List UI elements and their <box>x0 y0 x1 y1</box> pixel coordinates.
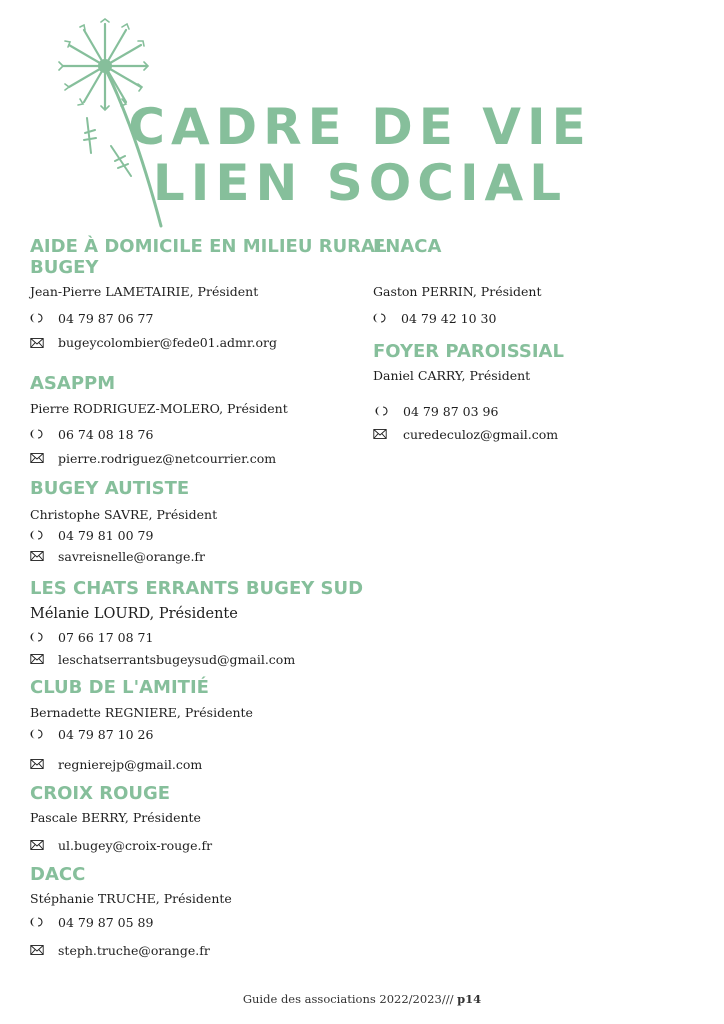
phone-icon <box>30 312 44 324</box>
assoc-name-foyer-paroissial: FOYER PAROISSIAL <box>373 341 564 362</box>
phone-icon <box>373 312 387 324</box>
envelope-icon <box>30 550 44 562</box>
envelope-icon <box>30 653 44 665</box>
assoc-name-bugey-autiste: BUGEY AUTISTE <box>30 478 190 499</box>
phone-icon <box>30 728 44 740</box>
assoc-email: bugeycolombier@fede01.admr.org <box>58 335 277 350</box>
page-title-line1: CADRE DE VIE <box>128 98 592 156</box>
envelope-icon <box>30 758 44 770</box>
assoc-email: curedeculoz@gmail.com <box>403 427 559 442</box>
assoc-email: savreisnelle@orange.fr <box>58 549 206 564</box>
assoc-phone: 04 79 87 10 26 <box>58 727 154 742</box>
assoc-phone: 07 66 17 08 71 <box>58 630 154 645</box>
envelope-icon <box>30 337 44 349</box>
phone-icon <box>30 631 44 643</box>
assoc-phone: 04 79 42 10 30 <box>401 311 497 326</box>
page-title-line2: LIEN SOCIAL <box>152 154 568 212</box>
assoc-name-admr-line1: AIDE À DOMICILE EN MILIEU RURAL <box>30 236 387 257</box>
phone-icon <box>375 405 389 417</box>
assoc-name-chats-errants: LES CHATS ERRANTS BUGEY SUD <box>30 578 364 599</box>
assoc-phone: 04 79 87 06 77 <box>58 311 154 326</box>
assoc-contact: Bernadette REGNIERE, Présidente <box>30 705 253 720</box>
page-footer <box>0 992 724 1006</box>
envelope-icon <box>30 944 44 956</box>
assoc-email: pierre.rodriguez@netcourrier.com <box>58 451 277 466</box>
assoc-email: regnierejp@gmail.com <box>58 757 203 772</box>
assoc-contact: Stéphanie TRUCHE, Présidente <box>30 891 232 906</box>
assoc-contact: Jean-Pierre LAMETAIRIE, Président <box>30 284 259 299</box>
phone-icon <box>30 529 44 541</box>
assoc-name-dacc: DACC <box>30 864 86 885</box>
assoc-email: leschatserrantsbugeysud@gmail.com <box>58 652 296 667</box>
assoc-phone: 06 74 08 18 76 <box>58 427 154 442</box>
assoc-name-croix-rouge: CROIX ROUGE <box>30 783 171 804</box>
envelope-icon <box>30 839 44 851</box>
assoc-contact: Gaston PERRIN, Président <box>373 284 542 299</box>
assoc-phone: 04 79 81 00 79 <box>58 528 154 543</box>
assoc-email: ul.bugey@croix-rouge.fr <box>58 838 213 853</box>
phone-icon <box>30 428 44 440</box>
assoc-contact: Mélanie LOURD, Présidente <box>30 606 238 622</box>
assoc-name-admr-line2: BUGEY <box>30 257 99 278</box>
assoc-contact: Christophe SAVRE, Président <box>30 507 218 522</box>
assoc-phone: 04 79 87 05 89 <box>58 915 154 930</box>
assoc-phone: 04 79 87 03 96 <box>403 404 499 419</box>
assoc-email: steph.truche@orange.fr <box>58 943 210 958</box>
envelope-icon <box>373 428 387 440</box>
assoc-contact: Pierre RODRIGUEZ-MOLERO, Président <box>30 401 288 416</box>
assoc-contact: Pascale BERRY, Présidente <box>30 810 201 825</box>
assoc-name-club-amitie: CLUB DE L'AMITIÉ <box>30 677 209 698</box>
assoc-name-fnaca: FNACA <box>373 236 442 257</box>
phone-icon <box>30 916 44 928</box>
assoc-name-asappm: ASAPPM <box>30 373 116 394</box>
assoc-contact: Daniel CARRY, Président <box>373 368 531 383</box>
envelope-icon <box>30 452 44 464</box>
footer-text: Guide des associations 2022/2023/// <box>242 992 458 1006</box>
page-number: p14 <box>457 992 482 1006</box>
